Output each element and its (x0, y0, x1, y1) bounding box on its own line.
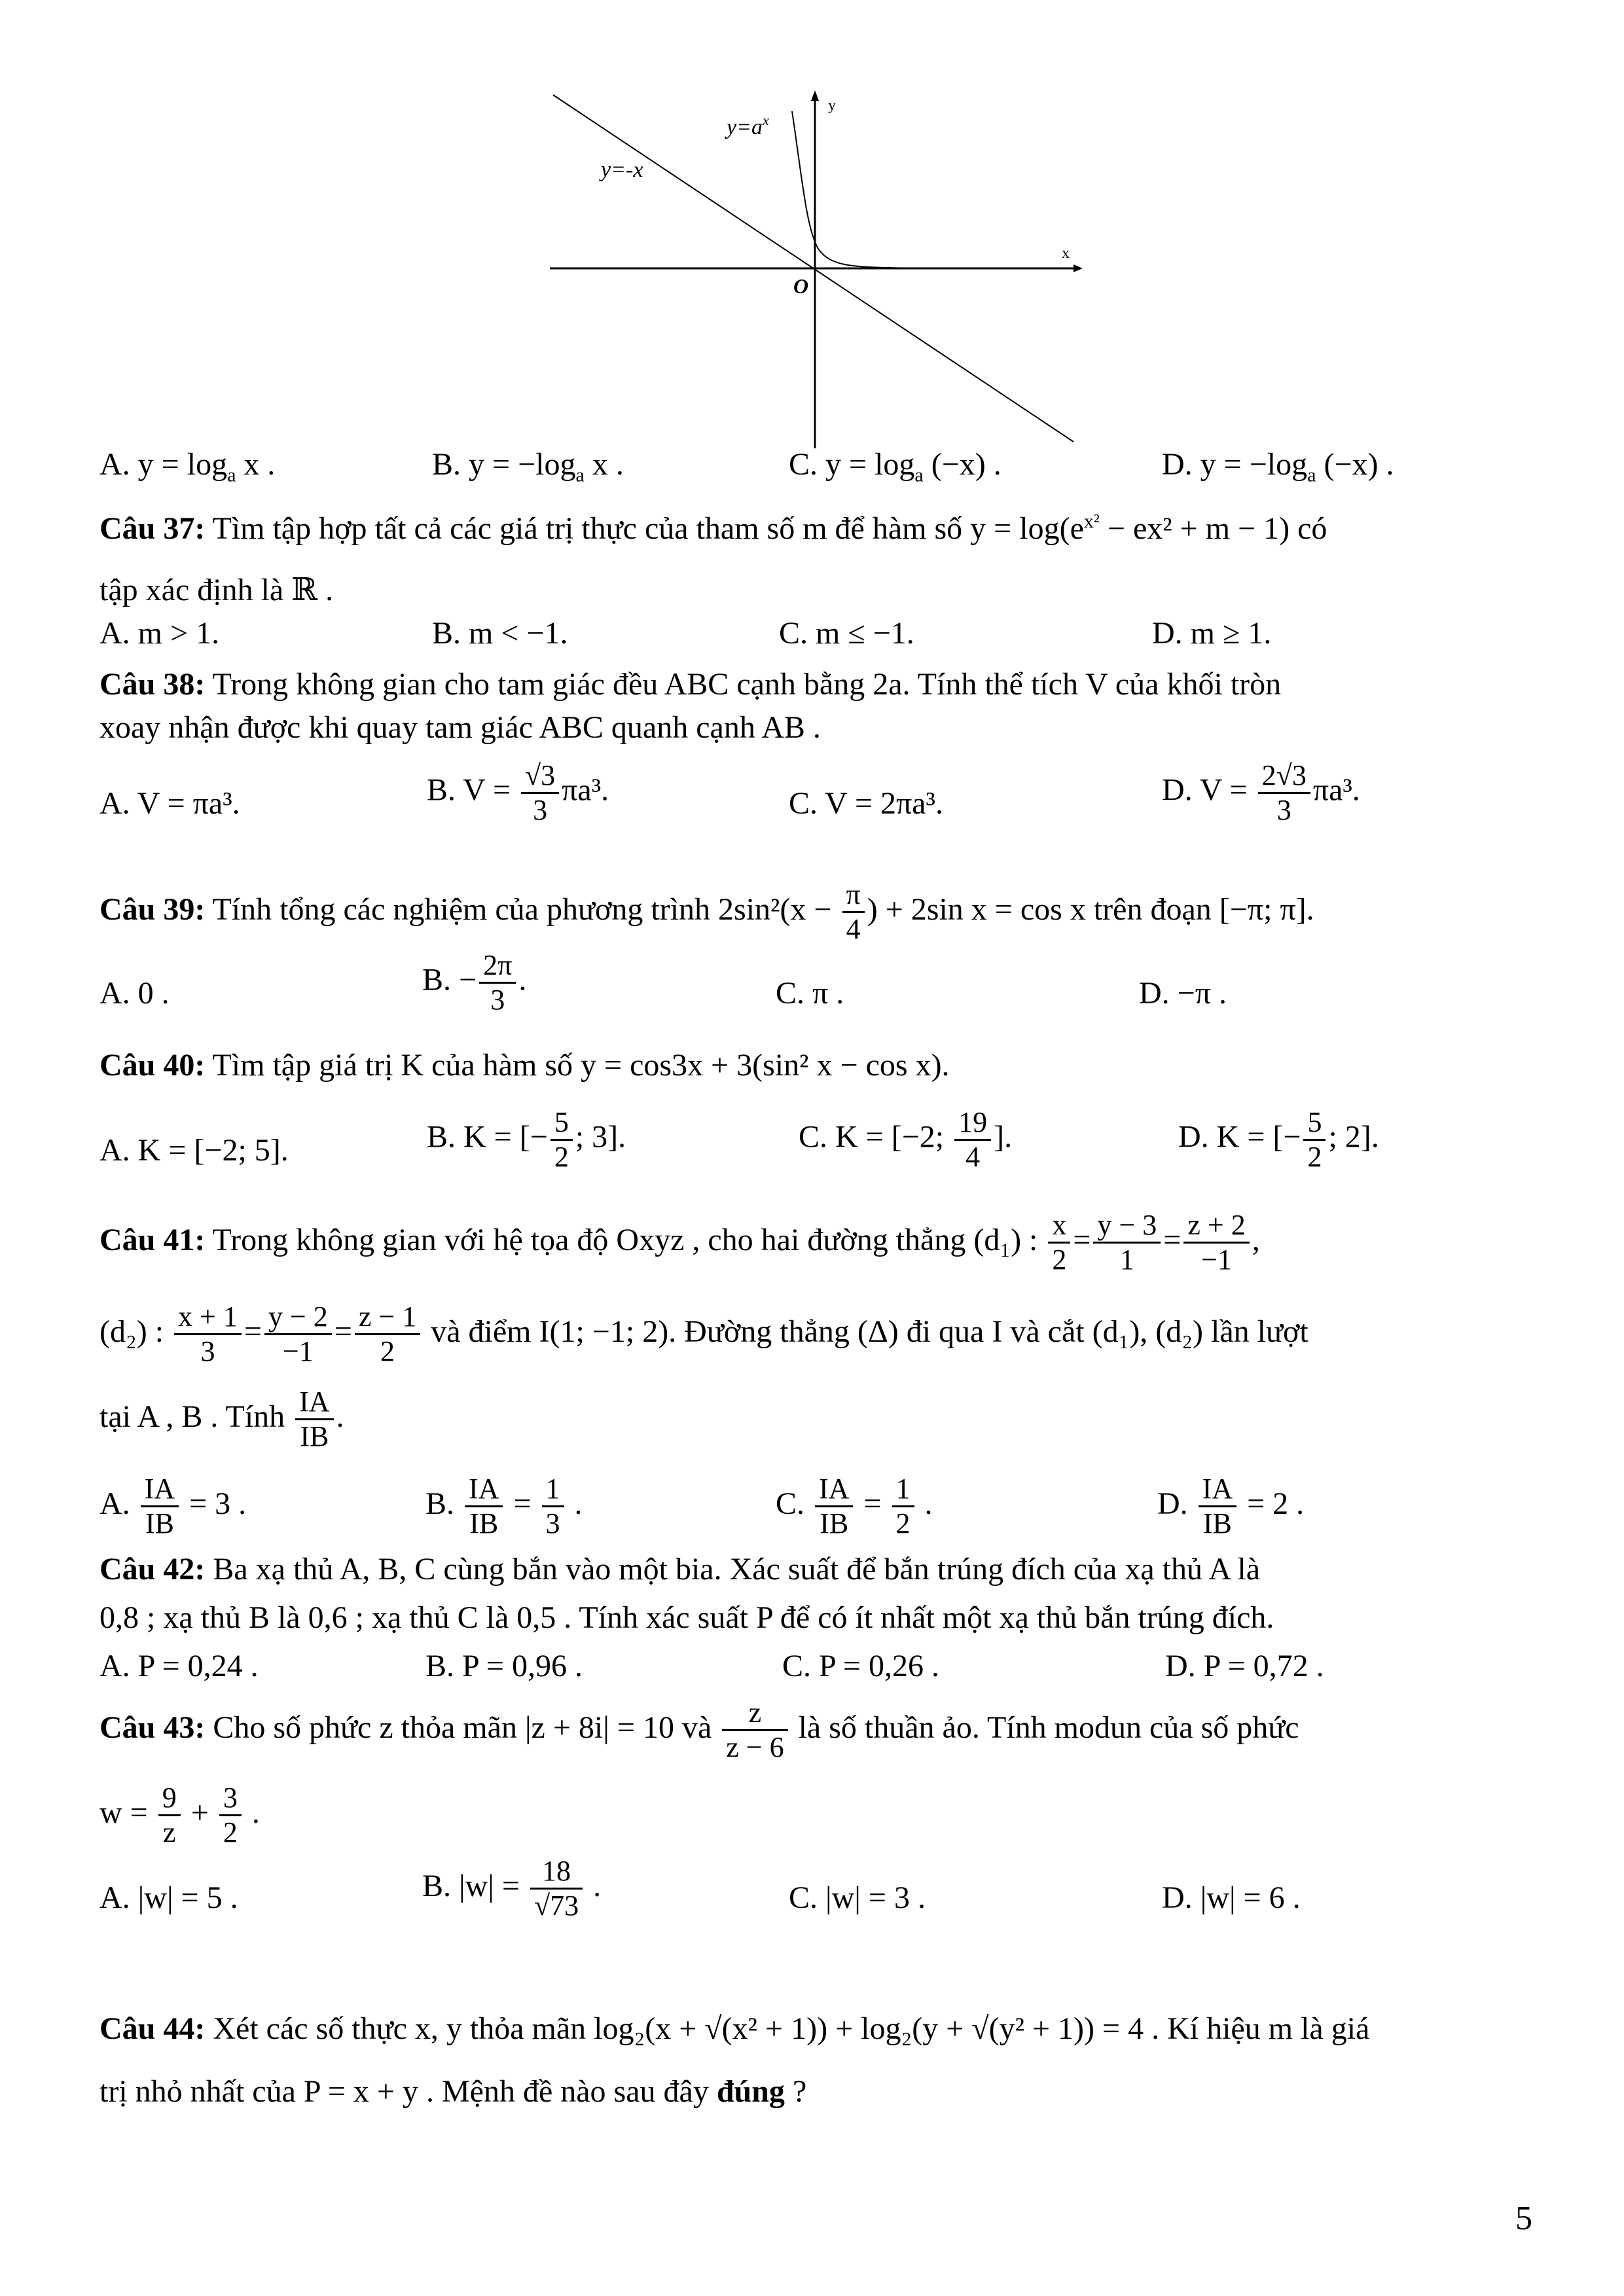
axis-label-x: x (1062, 245, 1070, 262)
q38-option-a[interactable]: A. V = πa³. (99, 786, 240, 821)
q38-text-line2: xoay nhận được khi quay tam giác ABC quanh cạnh AB . (99, 710, 821, 745)
q43-option-d[interactable]: D. |w| = 6 . (1162, 1880, 1301, 1915)
q44-text-line1: Câu 44: Xét các số thực x, y thỏa mãn log₂(x + √(x² + 1)) + log₂(y + √(y² + 1)) = 4 . Kí hiệu m là giá (99, 2011, 1370, 2046)
q36-option-a[interactable]: A. $y = \log_a x$ . (99, 447, 276, 486)
q43-option-b[interactable]: B. |w| = $\frac{18}{√73}$ . (422, 1855, 602, 1922)
x-axis-arrow (1074, 264, 1083, 272)
q37-text-line2: tập xác định là ℝ . (99, 573, 334, 607)
q43-text-line1: Câu 43: Cho số phức z thỏa mãn |z + 8i| = 10 và $\frac{z}{z - 6}$ là số thuần ảo. Tính modun của số phức (99, 1696, 1299, 1764)
q41-option-c[interactable]: C. $\frac{IA}{IB}$ = $\frac{1}{2}$ . (776, 1473, 933, 1540)
q42-option-c[interactable]: C. P = 0,26 . (782, 1649, 939, 1683)
q41-option-b[interactable]: B. $\frac{IA}{IB}$ = $\frac{1}{3}$ . (425, 1473, 583, 1540)
q38-option-c[interactable]: C. V = 2πa³. (789, 786, 943, 821)
q41-text-line1: Câu 41: Trong không gian với hệ tọa độ Oxyz , cho hai đường thẳng (d₁) : $\frac{x}{2}$ = $\frac{y - 3}{1}$ = $\frac{z + 2}{-1}$ , (99, 1209, 1260, 1276)
q42-text-line1: Câu 42: Ba xạ thủ A, B, C cùng bắn vào một bia. Xác suất để bắn trúng đích của xạ thủ A là (99, 1552, 1260, 1587)
q37-option-c[interactable]: C. m ≤ −1. (779, 616, 914, 651)
q36-option-c[interactable]: C. $y = \log_a (-x)$ . (789, 447, 1001, 486)
axis-label-y: y (828, 97, 836, 114)
q43-option-a[interactable]: A. |w| = 5 . (99, 1880, 238, 1915)
curve-y-a-x (792, 111, 916, 268)
q39-option-a[interactable]: A. 0 . (99, 976, 170, 1011)
q39-option-b[interactable]: B. − $\frac{2\pi}{3}$ . (422, 949, 527, 1016)
q42-option-a[interactable]: A. P = 0,24 . (99, 1649, 259, 1683)
q44-text-line2: trị nhỏ nhất của P = x + y . Mệnh đề nào sau đây đúng ? (99, 2074, 807, 2109)
function-graph (550, 85, 1087, 452)
y-axis-arrow (811, 90, 819, 101)
q36-option-d[interactable]: D. $y = -\log_a$ (−x) . (1162, 447, 1394, 486)
q40-text-line1: Câu 40: Tìm tập giá trị K của hàm số y = cos3x + 3(sin² x − cos x). (99, 1048, 950, 1083)
q43-text-line2: w = $\frac{9}{z}$ + $\frac{3}{2}$ . (99, 1782, 260, 1849)
q41-option-a[interactable]: A. $\frac{IA}{IB}$ = 3 . (99, 1473, 247, 1540)
label-y-neg-x: y=-x (601, 158, 643, 182)
q41-text-line2: (d₂) : $\frac{x + 1}{3}$ = $\frac{y - 2}{-1}$ = $\frac{z - 1}{2}$ và điểm I(1; −1; 2). Đường thẳng (Δ) đi qua I và cắt (d₁), (d₂) lần lượt (99, 1300, 1308, 1368)
q36-option-b[interactable]: B. $y = -\log_a$ x . (432, 447, 624, 486)
q37-option-d[interactable]: D. m ≥ 1. (1152, 616, 1272, 651)
q42-option-d[interactable]: D. P = 0,72 . (1165, 1649, 1324, 1683)
q42-text-line2: 0,8 ; xạ thủ B là 0,6 ; xạ thủ C là 0,5 . Tính xác suất P để có ít nhất một xạ thủ bắn trúng đích. (99, 1600, 1274, 1635)
q42-option-b[interactable]: B. P = 0,96 . (425, 1649, 583, 1683)
q40-option-b[interactable]: B. K = [− $\frac{5}{2}$ ; 3]. (427, 1106, 626, 1173)
label-y-a-x: $y=a^x$ (727, 112, 769, 139)
origin-label: O (793, 274, 809, 298)
q39-option-d[interactable]: D. −π . (1139, 976, 1227, 1011)
q43-option-c[interactable]: C. |w| = 3 . (789, 1880, 926, 1915)
q38-option-b[interactable]: B. V = $\frac{√3}{3}$ πa³. (427, 759, 609, 826)
q41-text-line3: tại A , B . Tính $\frac{IA}{IB}$ . (99, 1386, 344, 1453)
q37-option-a[interactable]: A. m > 1. (99, 616, 220, 651)
q40-option-a[interactable]: A. K = [−2; 5]. (99, 1133, 289, 1168)
q40-option-c[interactable]: C. K = [−2; $\frac{19}{4}$ ]. (799, 1106, 1013, 1173)
q38-option-d[interactable]: D. V = $\frac{2√3}{3}$ πa³. (1162, 759, 1360, 826)
q37-option-b[interactable]: B. m < −1. (432, 616, 568, 651)
q37-text-line1: Câu 37: Tìm tập hợp tất cả các giá trị thực của tham số m để hàm số $y = \log(e^{x^2} - ex^2 + m - 1)$ có (99, 511, 1327, 546)
page-number: 5 (1515, 2200, 1532, 2237)
q40-option-d[interactable]: D. K = [− $\frac{5}{2}$ ; 2]. (1178, 1106, 1379, 1173)
q38-text-line1: Câu 38: Trong không gian cho tam giác đều ABC cạnh bằng 2a. Tính thể tích V của khối tròn (99, 667, 1282, 702)
q39-text-line1: Câu 39: Tính tổng các nghiệm của phương trình 2sin²(x − $\frac{\pi}{4}$ ) + 2sin x = cos x trên đoạn [−π; π]. (99, 878, 1314, 946)
q39-option-c[interactable]: C. π . (776, 976, 844, 1011)
q41-option-d[interactable]: D. $\frac{IA}{IB}$ = 2 . (1157, 1473, 1305, 1540)
